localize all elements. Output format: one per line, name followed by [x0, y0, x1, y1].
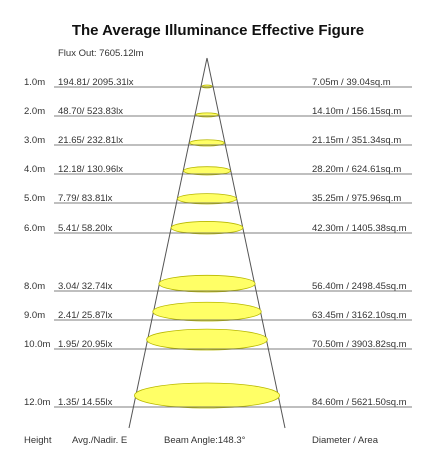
row-height-label: 1.0m [24, 77, 46, 88]
beam-spot-ellipse [171, 221, 243, 234]
row-illuminance-label: 12.18/ 130.96lx [58, 164, 123, 175]
row-diameter-label: 42.30m / 1405.38sq.m [312, 223, 407, 234]
beam-spot-ellipse [159, 275, 255, 292]
row-diameter-label: 84.60m / 5621.50sq.m [312, 397, 407, 408]
row-illuminance-label: 5.41/ 58.20lx [58, 223, 113, 234]
row-height-label: 8.0m [24, 281, 46, 292]
row-height-label: 4.0m [24, 164, 46, 175]
row-diameter-label: 28.20m / 624.61sq.m [312, 164, 402, 175]
row-illuminance-label: 194.81/ 2095.31lx [58, 77, 134, 88]
row-height-label: 5.0m [24, 193, 46, 204]
illuminance-row [24, 275, 412, 292]
row-illuminance-label: 2.41/ 25.87lx [58, 310, 113, 321]
cone-edge-left [129, 58, 207, 428]
illuminance-row [24, 77, 412, 88]
row-illuminance-label: 3.04/ 32.74lx [58, 281, 113, 292]
row-height-label: 12.0m [24, 397, 51, 408]
beam-spot-ellipse [147, 329, 268, 350]
illuminance-row [24, 221, 412, 234]
illuminance-rows [24, 77, 412, 408]
row-illuminance-label: 1.95/ 20.95lx [58, 339, 113, 350]
row-diameter-label: 70.50m / 3903.82sq.m [312, 339, 407, 350]
illuminance-row [24, 329, 412, 350]
footer-beam-angle: Beam Angle:148.3° [164, 435, 246, 446]
row-height-label: 10.0m [24, 339, 51, 350]
illuminance-row [24, 383, 412, 408]
row-diameter-label: 35.25m / 975.96sq.m [312, 193, 402, 204]
row-diameter-label: 56.40m / 2498.45sq.m [312, 281, 407, 292]
row-illuminance-label: 21.65/ 232.81lx [58, 135, 123, 146]
beam-spot-ellipse [177, 194, 236, 204]
row-height-label: 2.0m [24, 106, 46, 117]
footer-diameter-area: Diameter / Area [312, 435, 378, 446]
row-illuminance-label: 7.79/ 83.81lx [58, 193, 113, 204]
cone-edge-right [207, 58, 285, 428]
illuminance-row [24, 135, 412, 146]
row-illuminance-label: 1.35/ 14.55lx [58, 397, 113, 408]
figure-title: The Average Illuminance Effective Figure [71, 22, 365, 39]
beam-spot-ellipse [153, 302, 261, 321]
row-height-label: 9.0m [24, 310, 46, 321]
row-diameter-label: 7.05m / 39.04sq.m [312, 77, 391, 88]
row-height-label: 6.0m [24, 223, 46, 234]
row-diameter-label: 14.10m / 156.15sq.m [312, 106, 402, 117]
illuminance-row [24, 193, 412, 204]
footer-height: Height [24, 435, 52, 446]
beam-spot-ellipse [202, 85, 212, 88]
row-diameter-label: 21.15m / 351.34sq.m [312, 135, 402, 146]
row-illuminance-label: 48.70/ 523.83lx [58, 106, 123, 117]
flux-out-label: Flux Out: 7605.12lm [58, 48, 144, 59]
illuminance-row [24, 164, 412, 175]
beam-spot-ellipse [134, 383, 279, 408]
row-diameter-label: 63.45m / 3162.10sq.m [312, 310, 407, 321]
footer-avg-nadir: Avg./Nadir. E [72, 435, 128, 446]
illuminance-row [24, 302, 412, 321]
row-height-label: 3.0m [24, 135, 46, 146]
